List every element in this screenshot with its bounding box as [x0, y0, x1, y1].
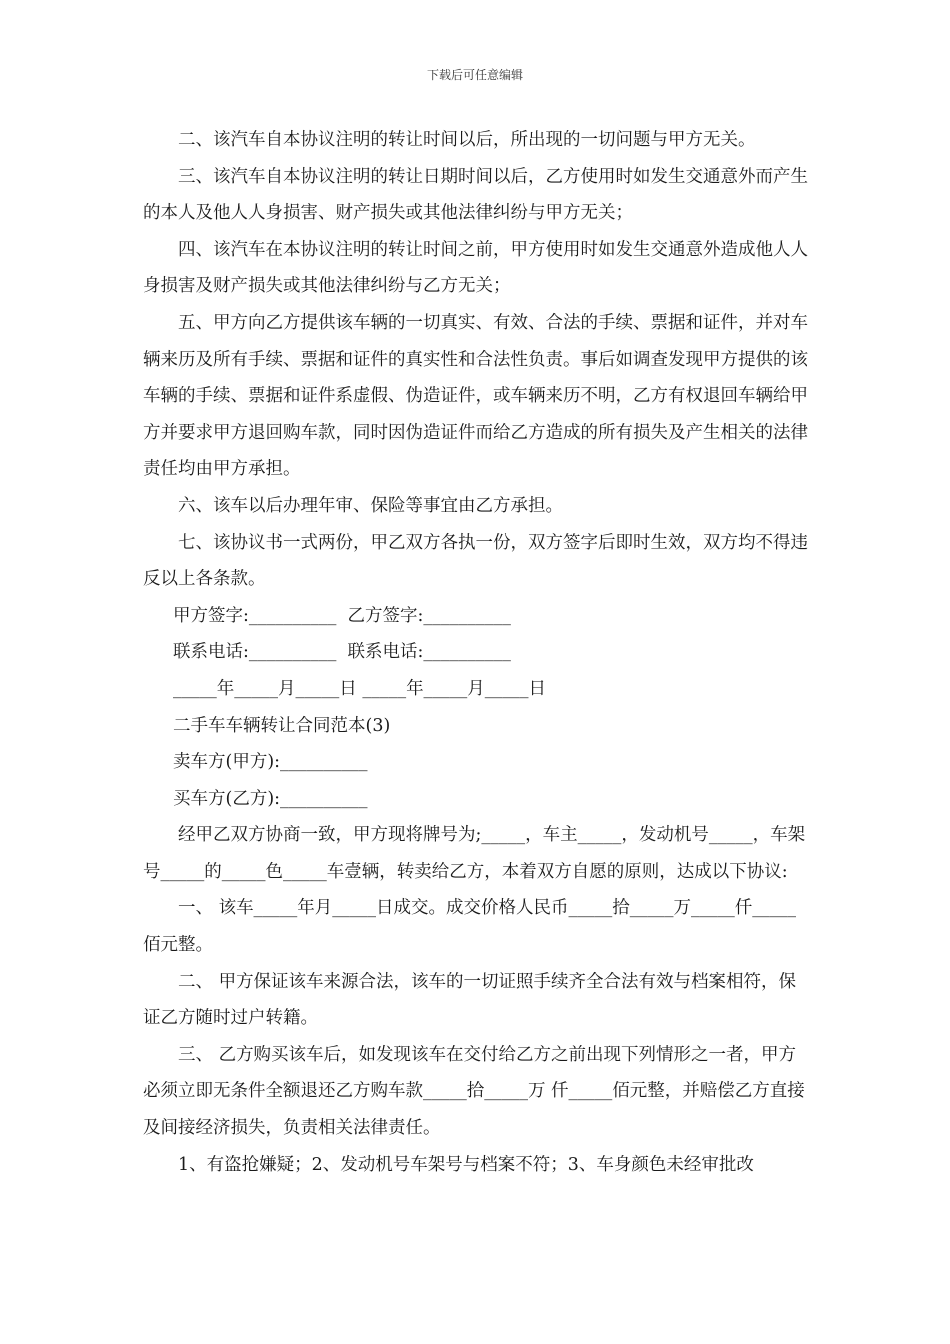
article-3-items: 1、有盗抢嫌疑；2、发动机号车架号与档案不符；3、车身颜色未经审批改	[178, 1154, 754, 1175]
agreement-intro: 经甲乙双方协商一致，甲方现将牌号为;_____，车主_____，发动机号_____，车架号_____的_____色_____车壹辆，转卖给乙方，本着双方自愿的原则，达成以下协议:	[143, 825, 806, 882]
clause-7: 七、该协议书一式两份，甲乙双方各执一份，双方签字后即时生效，双方均不得违反以上各条款。	[143, 532, 808, 590]
phone-row: 联系电话:__________ 联系电话:__________	[173, 642, 511, 663]
clause-4: 四、该汽车在本协议注明的转让时间之前，甲方使用时如发生交通意外造成他人人身损害及财产损失或其他法律纠纷与乙方无关；	[143, 239, 808, 297]
contract-title: 二手车车辆转让合同范本(3)	[173, 715, 391, 736]
article-3: 三、 乙方购买该车后，如发现该车在交付给乙方之前出现下列情形之一者，甲方必须立即无条件全额退还乙方购车款_____拾_____万 仟_____佰元整，并赔偿乙方直接及间接经济损失，负责相关法律责任。	[143, 1044, 805, 1139]
document-body	[143, 122, 808, 1183]
signature-row: 甲方签字:__________ 乙方签字:__________	[173, 605, 511, 626]
buyer-line: 买车方(乙方):__________	[173, 788, 368, 809]
article-1: 一、 该车_____年月_____日成交。成交价格人民币_____拾_____万_____仟_____佰元整。	[143, 898, 797, 956]
date-row: _____年_____月_____日 _____年_____月_____日	[173, 678, 547, 699]
clause-6: 六、该车以后办理年审、保险等事宜由乙方承担。	[178, 495, 563, 516]
clause-5: 五、甲方向乙方提供该车辆的一切真实、有效、合法的手续、票据和证件，并对车辆来历及所有手续、票据和证件的真实性和合法性负责。事后如调查发现甲方提供的该车辆的手续、票据和证件系虚假、伪造证件，或车辆来历不明，乙方有权退回车辆给甲方并要求甲方退回购车款，同时因伪造证件而给乙方造成的所有损失及产生相关的法律责任均由甲方承担。	[143, 312, 808, 480]
article-2: 二、 甲方保证该车来源合法，该车的一切证照手续齐全合法有效与档案相符，保证乙方随时过户转籍。	[143, 971, 797, 1029]
clause-2: 二、该汽车自本协议注明的转让时间以后，所出现的一切问题与甲方无关。	[178, 130, 756, 150]
clause-3: 三、该汽车自本协议注明的转让日期时间以后，乙方使用时如发生交通意外而产生的本人及他人人身损害、财产损失或其他法律纠纷与甲方无关；	[143, 166, 808, 224]
page-header: 下载后可任意编辑	[426, 68, 523, 82]
seller-line: 卖车方(甲方):__________	[173, 752, 368, 773]
